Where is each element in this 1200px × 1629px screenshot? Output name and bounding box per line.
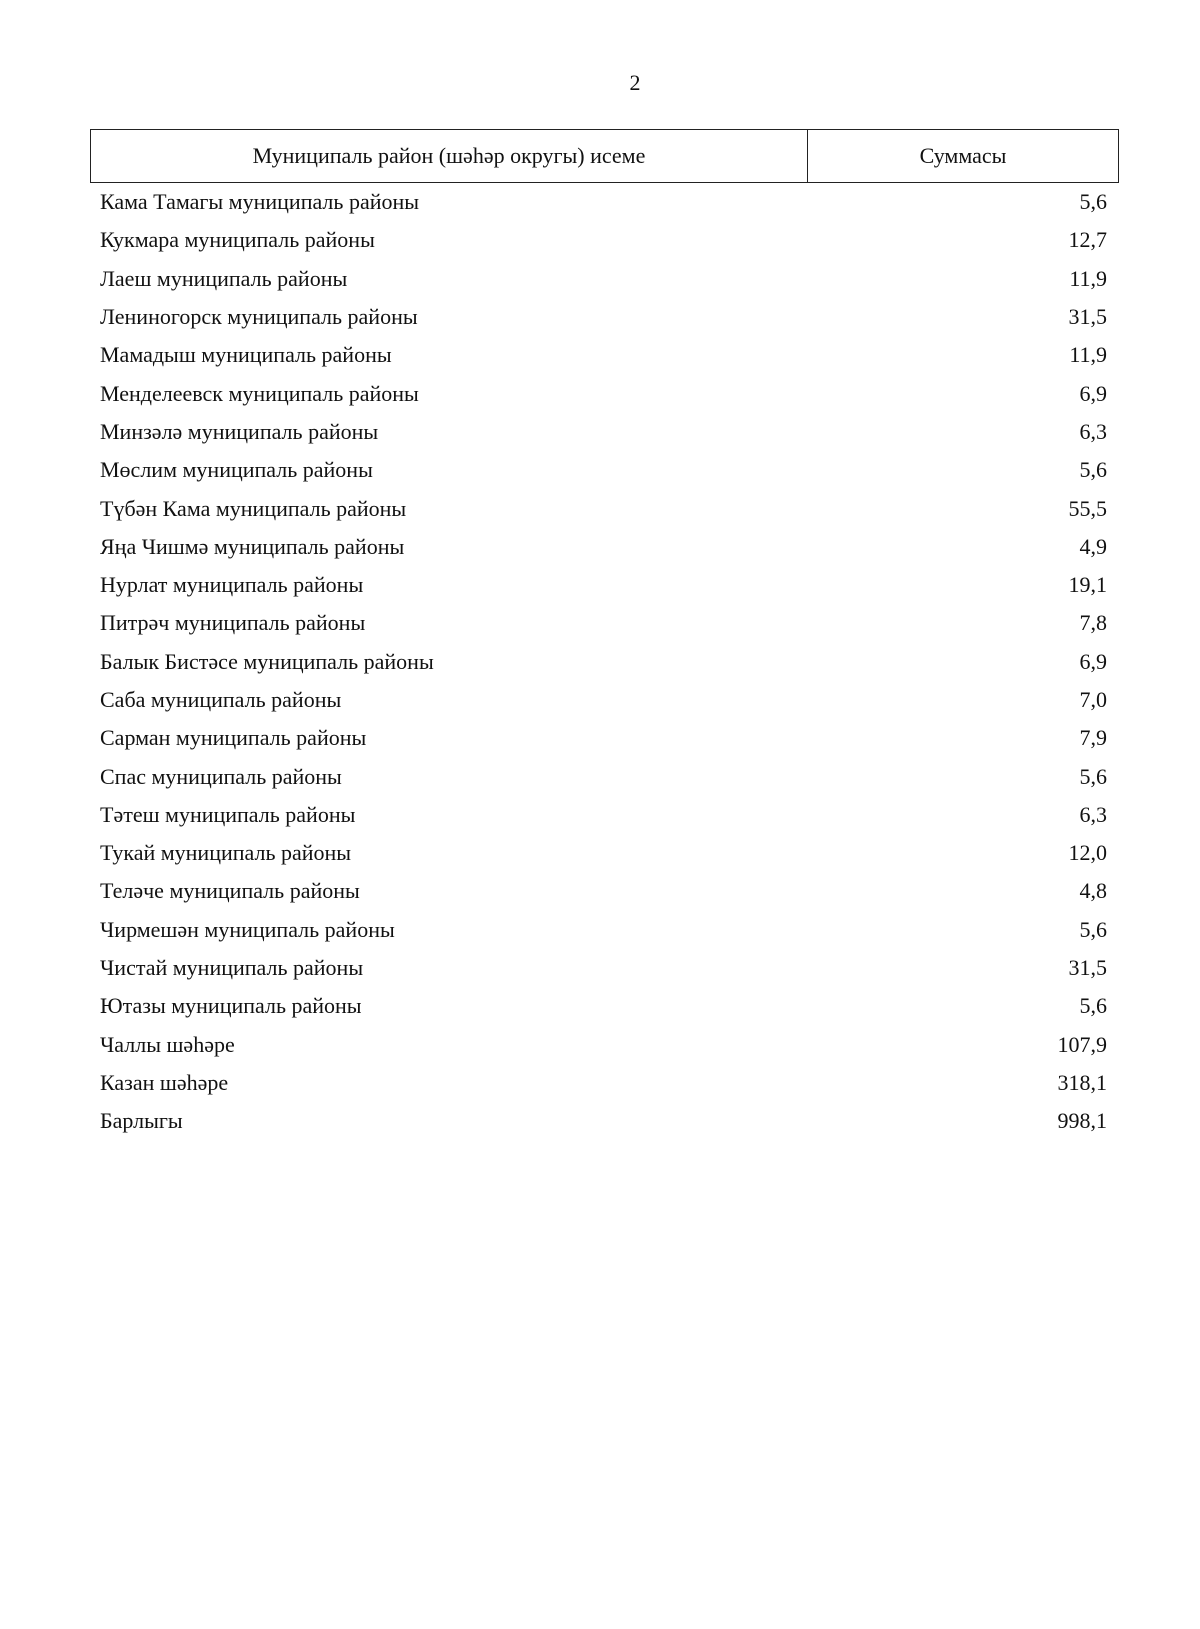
table-row (90, 528, 1119, 566)
district-name: Теләче муниципаль районы (100, 878, 360, 904)
district-sum: 4,8 (1079, 878, 1107, 904)
district-sum: 7,0 (1079, 687, 1107, 712)
district-name: Чистай муниципаль районы (100, 955, 364, 981)
district-sum: 107,9 (1057, 1031, 1107, 1057)
table-row (90, 643, 1119, 681)
district-name: Чирмешән муниципаль районы (100, 916, 395, 942)
district-sum: 998,1 (1057, 1108, 1107, 1134)
district-name: Менделеевск муниципаль районы (100, 380, 419, 406)
district-name: Лениногорск муниципаль районы (100, 304, 418, 330)
table-row (90, 183, 1119, 221)
district-name: Сарман муниципаль районы (100, 725, 367, 751)
district-name: Саба муниципаль районы (100, 687, 342, 712)
table-row (90, 911, 1119, 949)
district-name: Нурлат муниципаль районы (100, 572, 364, 598)
district-sum: 6,9 (1079, 648, 1107, 674)
table-row (90, 949, 1119, 987)
district-name: Түбән Кама муниципаль районы (100, 495, 407, 521)
district-sum: 6,9 (1079, 380, 1107, 406)
table-row (90, 413, 1119, 451)
table-row (90, 987, 1119, 1025)
district-sum: 55,5 (1068, 495, 1107, 521)
district-name: Яңа Чишмә муниципаль районы (100, 533, 405, 559)
table-header (90, 129, 1119, 183)
district-name: Тәтеш муниципаль районы (100, 801, 356, 827)
header-sum: Суммасы (919, 143, 1007, 168)
district-sum: 5,6 (1079, 189, 1107, 215)
district-sum: 5,6 (1079, 916, 1107, 942)
district-sum: 6,3 (1079, 418, 1107, 444)
table-row (90, 1064, 1119, 1102)
district-sum: 12,0 (1068, 840, 1107, 866)
district-name: Казан шәһәре (100, 1069, 229, 1095)
table-row (90, 1026, 1119, 1064)
table-row (90, 796, 1119, 834)
table-row (90, 451, 1119, 489)
table-row (90, 604, 1119, 642)
table-row (90, 757, 1119, 795)
header-district-name: Муниципаль район (шәһәр округы) исеме (91, 130, 808, 182)
district-sum: 5,6 (1079, 763, 1107, 789)
district-sum: 31,5 (1068, 304, 1107, 330)
table-row (90, 834, 1119, 872)
district-sum: 31,5 (1068, 955, 1107, 981)
district-name: Барлыгы (100, 1108, 183, 1134)
page-number: 2 (629, 70, 641, 95)
table-row (90, 1102, 1119, 1140)
table-row (90, 336, 1119, 374)
district-sum: 7,9 (1079, 725, 1107, 751)
district-name: Питрәч муниципаль районы (100, 610, 366, 636)
district-sum: 4,9 (1079, 533, 1107, 559)
district-name: Мамадыш муниципаль районы (100, 342, 392, 368)
table-row (90, 221, 1119, 259)
district-name: Чаллы шәһәре (100, 1031, 235, 1057)
district-name: Спас муниципаль районы (100, 763, 342, 789)
district-name: Тукай муниципаль районы (100, 840, 352, 866)
district-name: Балык Бистәсе муниципаль районы (100, 648, 434, 674)
district-name: Ютазы муниципаль районы (100, 993, 362, 1019)
district-name: Кама Тамагы муниципаль районы (100, 189, 420, 215)
district-name: Мөслим муниципаль районы (100, 457, 373, 483)
table-body (90, 183, 1119, 1140)
table-row (90, 298, 1119, 336)
table-row (90, 374, 1119, 412)
district-sum: 11,9 (1069, 265, 1107, 291)
table-row (90, 489, 1119, 527)
district-name: Минзәлә муниципаль районы (100, 418, 379, 444)
table-row (90, 566, 1119, 604)
district-sum: 5,6 (1079, 993, 1107, 1019)
district-sum: 5,6 (1079, 457, 1107, 483)
table-row (90, 719, 1119, 757)
table-row (90, 872, 1119, 910)
district-sum: 11,9 (1069, 342, 1107, 368)
district-sum: 19,1 (1068, 572, 1107, 598)
table-row (90, 681, 1119, 719)
district-sum: 7,8 (1079, 610, 1107, 636)
district-sum: 12,7 (1068, 227, 1107, 253)
district-sum: 318,1 (1057, 1069, 1107, 1095)
table-row (90, 260, 1119, 298)
district-name: Лаеш муниципаль районы (100, 265, 348, 291)
district-name: Кукмара муниципаль районы (100, 227, 375, 253)
district-sum: 6,3 (1079, 801, 1107, 827)
sum-table (90, 129, 1119, 1140)
